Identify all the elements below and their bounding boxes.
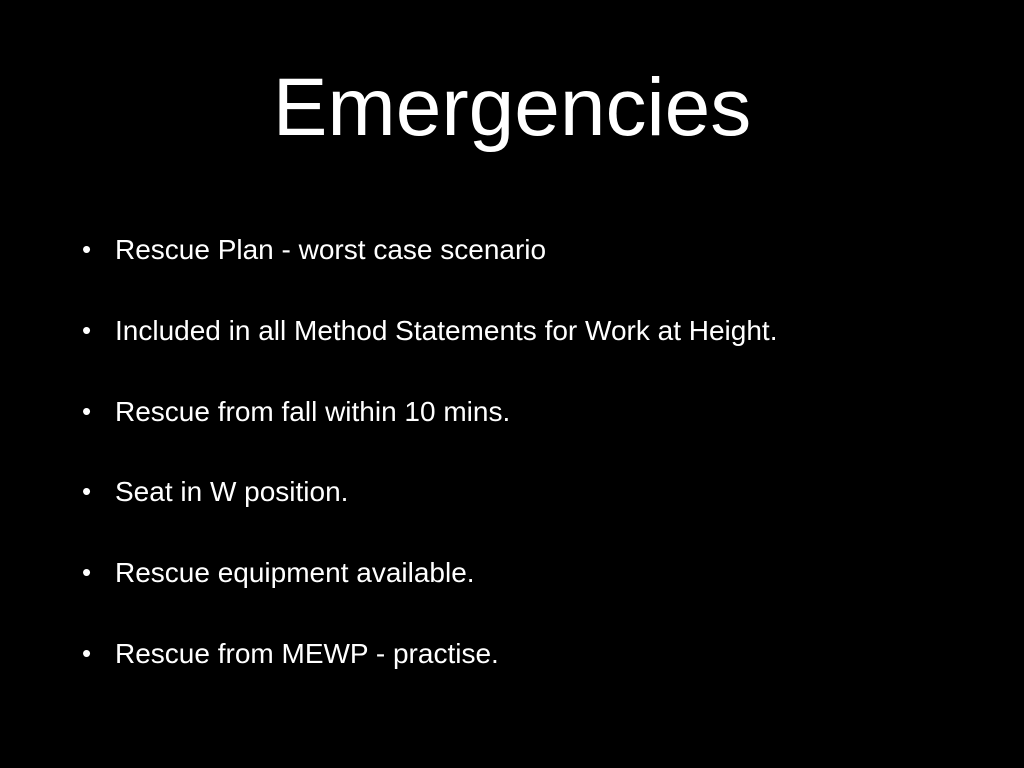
bullet-text: Included in all Method Statements for Work at Height. xyxy=(115,314,778,346)
list-item xyxy=(80,632,1000,713)
bullet-text: Rescue Plan - worst case scenario xyxy=(115,234,547,265)
bullet-icon: • xyxy=(82,637,92,668)
bullet-icon: • xyxy=(82,314,92,345)
slide-title: Emergencies xyxy=(272,62,752,153)
bullet-icon: • xyxy=(82,557,92,588)
bullet-text: Rescue from MEWP - practise. xyxy=(115,637,499,669)
list-item xyxy=(80,309,1000,390)
list-item xyxy=(80,551,1000,632)
bullet-icon: • xyxy=(82,234,92,264)
bullet-text: Rescue from fall within 10 mins. xyxy=(115,395,511,427)
bullet-text: Rescue equipment available. xyxy=(115,557,475,589)
bullet-icon: • xyxy=(82,476,92,507)
bullet-list xyxy=(80,228,1000,713)
bullet-text: Seat in W position. xyxy=(115,476,349,508)
list-item xyxy=(80,470,1000,551)
list-item xyxy=(80,228,1000,309)
bullet-icon: • xyxy=(82,395,92,426)
list-item xyxy=(80,390,1000,471)
